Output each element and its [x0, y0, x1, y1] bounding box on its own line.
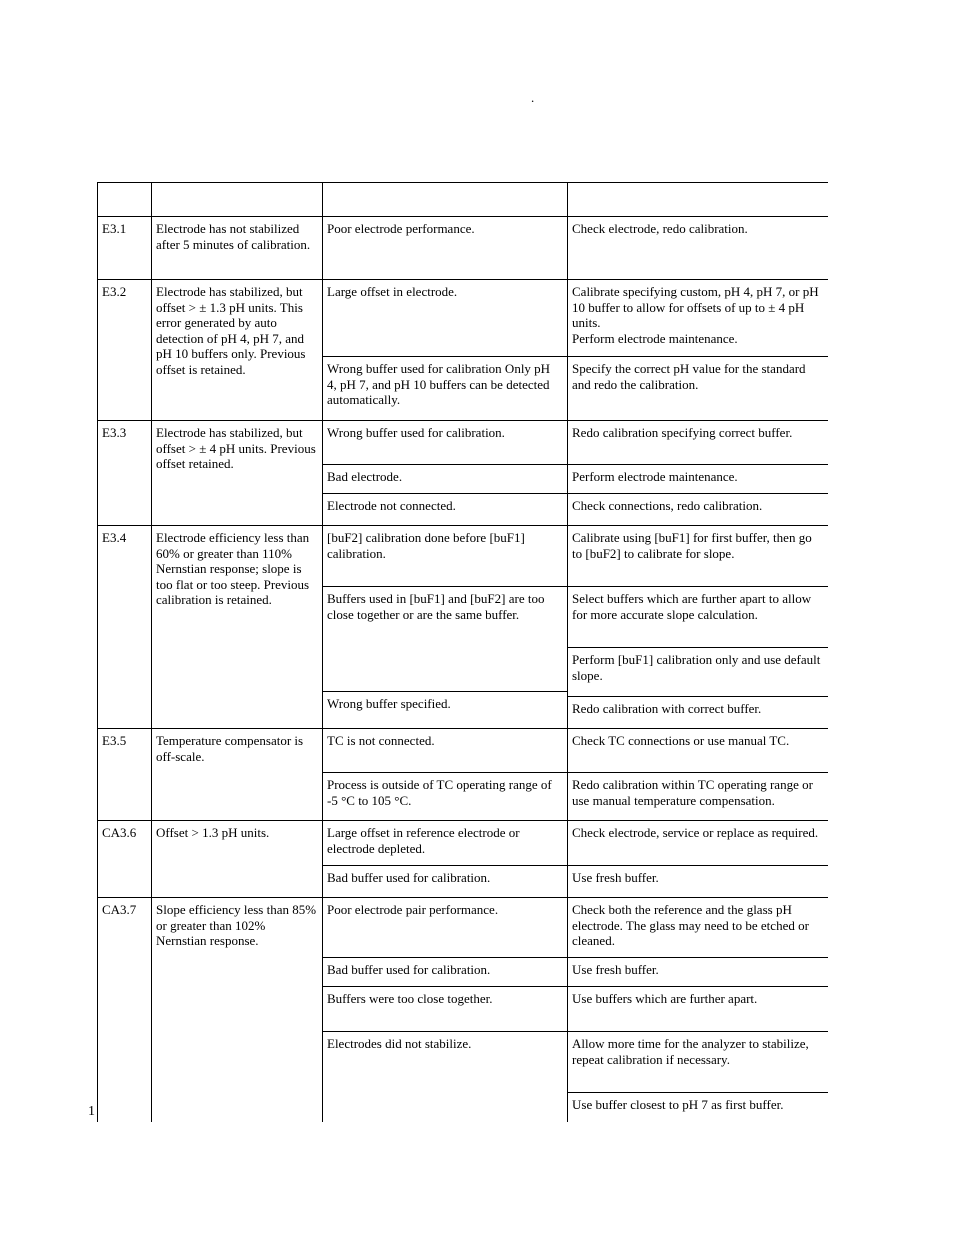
error-description: Slope efficiency less than 85% or greater than 102% Nernstian response.: [152, 898, 323, 1123]
possible-cause: Bad electrode.: [323, 465, 568, 494]
corrective-action: Check electrode, redo calibration.: [568, 217, 829, 280]
error-code: E3.4: [98, 526, 152, 729]
possible-cause: Large offset in reference electrode or electrode depleted.: [323, 821, 568, 866]
corrective-action: Calibrate specifying custom, pH 4, pH 7, or pH 10 buffer to allow for offsets of up to ± 4 pH units. Perform electrode maintenance.: [568, 280, 829, 357]
corrective-action: Check both the reference and the glass pH electrode. The glass may need to be etched or cleaned.: [568, 898, 829, 958]
corrective-action: Select buffers which are further apart to allow for more accurate slope calculation.: [568, 587, 829, 648]
error-description: Temperature compensator is off-scale.: [152, 729, 323, 821]
table-row: [98, 526, 829, 587]
header-cause: [323, 183, 568, 217]
possible-cause: Bad buffer used for calibration.: [323, 866, 568, 898]
corrective-action: Check connections, redo calibration.: [568, 494, 829, 526]
error-code: CA3.6: [98, 821, 152, 898]
possible-cause: Buffers used in [buF1] and [buF2] are too close together or are the same buffer.: [323, 587, 568, 692]
corrective-action: Check electrode, service or replace as required.: [568, 821, 829, 866]
table-row: [98, 217, 829, 280]
header-row: [98, 183, 829, 217]
page-number-fragment: 1: [88, 1104, 95, 1119]
possible-cause: Wrong buffer used for calibration.: [323, 421, 568, 465]
header-code: [98, 183, 152, 217]
corrective-action: Use buffer closest to pH 7 as first buffer.: [568, 1093, 829, 1123]
corrective-action: Calibrate using [buF1] for first buffer, then go to [buF2] to calibrate for slope.: [568, 526, 829, 587]
possible-cause: Buffers were too close together.: [323, 987, 568, 1032]
troubleshooting-table: [97, 182, 828, 1122]
error-code: CA3.7: [98, 898, 152, 1123]
corrective-action: Check TC connections or use manual TC.: [568, 729, 829, 773]
corrective-action: Redo calibration specifying correct buffer.: [568, 421, 829, 465]
table-row: [98, 421, 829, 465]
corrective-action: Redo calibration with correct buffer.: [568, 697, 829, 729]
possible-cause: Wrong buffer used for calibration Only pH 4, pH 7, and pH 10 buffers can be detected automatically.: [323, 357, 568, 421]
error-description: Electrode has not stabilized after 5 minutes of calibration.: [152, 217, 323, 280]
possible-cause: Bad buffer used for calibration.: [323, 958, 568, 987]
possible-cause: Process is outside of TC operating range of -5 °C to 105 °C.: [323, 773, 568, 821]
header-description: [152, 183, 323, 217]
table-row: [98, 280, 829, 357]
page-dot: .: [531, 90, 535, 105]
corrective-action: Specify the correct pH value for the standard and redo the calibration.: [568, 357, 829, 421]
possible-cause: Electrode not connected.: [323, 494, 568, 526]
corrective-action: Perform [buF1] calibration only and use default slope.: [568, 648, 829, 697]
possible-cause: TC is not connected.: [323, 729, 568, 773]
corrective-action: Use buffers which are further apart.: [568, 987, 829, 1032]
error-description: Offset > 1.3 pH units.: [152, 821, 323, 898]
header-action: [568, 183, 829, 217]
table-row: [98, 821, 829, 866]
corrective-action: Redo calibration within TC operating range or use manual temperature compensation.: [568, 773, 829, 821]
table-row: [98, 898, 829, 958]
corrective-action: Allow more time for the analyzer to stabilize, repeat calibration if necessary.: [568, 1032, 829, 1093]
corrective-action: Use fresh buffer.: [568, 866, 829, 898]
possible-cause: Large offset in electrode.: [323, 280, 568, 357]
corrective-action: Use fresh buffer.: [568, 958, 829, 987]
error-code: E3.5: [98, 729, 152, 821]
possible-cause: Electrodes did not stabilize.: [323, 1032, 568, 1123]
error-code: E3.2: [98, 280, 152, 421]
possible-cause: Wrong buffer specified.: [323, 692, 568, 729]
error-description: Electrode efficiency less than 60% or greater than 110% Nernstian response; slope is too flat or too steep. Previous calibration is retained.: [152, 526, 323, 729]
possible-cause: Poor electrode performance.: [323, 217, 568, 280]
troubleshooting-table-frame: [97, 182, 828, 1122]
error-code: E3.1: [98, 217, 152, 280]
possible-cause: [buF2] calibration done before [buF1] calibration.: [323, 526, 568, 587]
table-row: [98, 729, 829, 773]
corrective-action: Perform electrode maintenance.: [568, 465, 829, 494]
error-description: Electrode has stabilized, but offset > ± 1.3 pH units. This error generated by auto detection of pH 4, pH 7, and pH 10 buffers only. Previous offset is retained.: [152, 280, 323, 421]
possible-cause: Poor electrode pair performance.: [323, 898, 568, 958]
error-code: E3.3: [98, 421, 152, 526]
error-description: Electrode has stabilized, but offset > ± 4 pH units. Previous offset retained.: [152, 421, 323, 526]
